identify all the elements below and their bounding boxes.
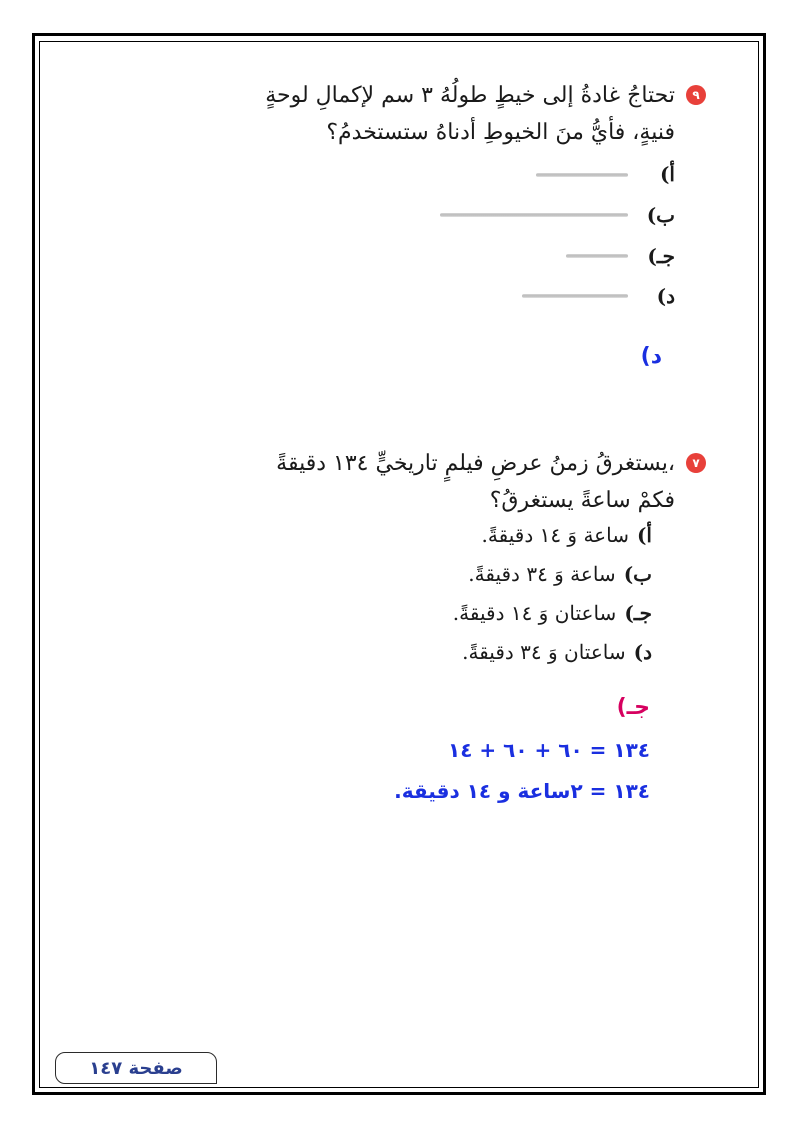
- option-d[interactable]: [462, 640, 652, 664]
- option-d[interactable]: [657, 284, 675, 308]
- option-text: ساعة وَ ٣٤ دقيقةً.: [468, 562, 616, 586]
- question-number-badge: ٩: [686, 85, 706, 105]
- answer-7: جـ): [616, 695, 650, 720]
- option-text: ساعتان وَ ١٤ دقيقةً.: [452, 601, 617, 625]
- option-letter: جـ): [647, 244, 675, 268]
- option-b[interactable]: [468, 562, 652, 586]
- option-letter: د): [633, 640, 652, 664]
- thread-option-c: [566, 254, 628, 258]
- option-a[interactable]: [660, 162, 675, 186]
- option-letter: جـ): [624, 601, 652, 625]
- option-c[interactable]: [453, 601, 652, 625]
- page-number-tab: [55, 1052, 217, 1084]
- option-letter: أ): [659, 162, 675, 186]
- answer-work-line-2: ١٣٤ = ٢ساعة و ١٤ دقيقة.: [394, 779, 650, 803]
- question-number-badge: ٧: [686, 453, 706, 473]
- question-text-line-1: يستغرقُ زمنُ عرضِ فيلمٍ تاريخيٍّ ١٣٤ دقيقةً،: [276, 451, 675, 476]
- thread-option-b: [440, 213, 628, 217]
- answer-work-line-1: ١٣٤ = ٦٠ + ٦٠ + ١٤: [448, 738, 650, 762]
- option-text: ساعتان وَ ٣٤ دقيقةً.: [462, 640, 626, 664]
- option-letter: د): [656, 284, 675, 308]
- option-letter: ب): [623, 562, 652, 586]
- thread-option-a: [536, 173, 628, 177]
- option-b[interactable]: [647, 203, 675, 227]
- answer-6: د): [640, 344, 662, 369]
- option-a[interactable]: [482, 523, 652, 547]
- option-c[interactable]: [647, 244, 675, 268]
- question-text-line-2: فكمْ ساعةً يستغرقُ؟: [489, 488, 675, 513]
- question-text-line-1: تحتاجُ غادةُ إلى خيطٍ طولُهُ ٣ سم لإكمالِ لوحةٍ: [265, 83, 675, 108]
- option-text: ساعة وَ ١٤ دقيقةً.: [481, 523, 629, 547]
- thread-option-d: [522, 294, 628, 298]
- option-letter: ب): [646, 203, 675, 227]
- option-letter: أ): [636, 523, 652, 547]
- question-text-line-2: فنيةٍ، فأيُّ منَ الخيوطِ أدناهُ ستستخدمُ؟: [326, 120, 675, 145]
- page-number-label: صفحة ١٤٧: [89, 1057, 183, 1079]
